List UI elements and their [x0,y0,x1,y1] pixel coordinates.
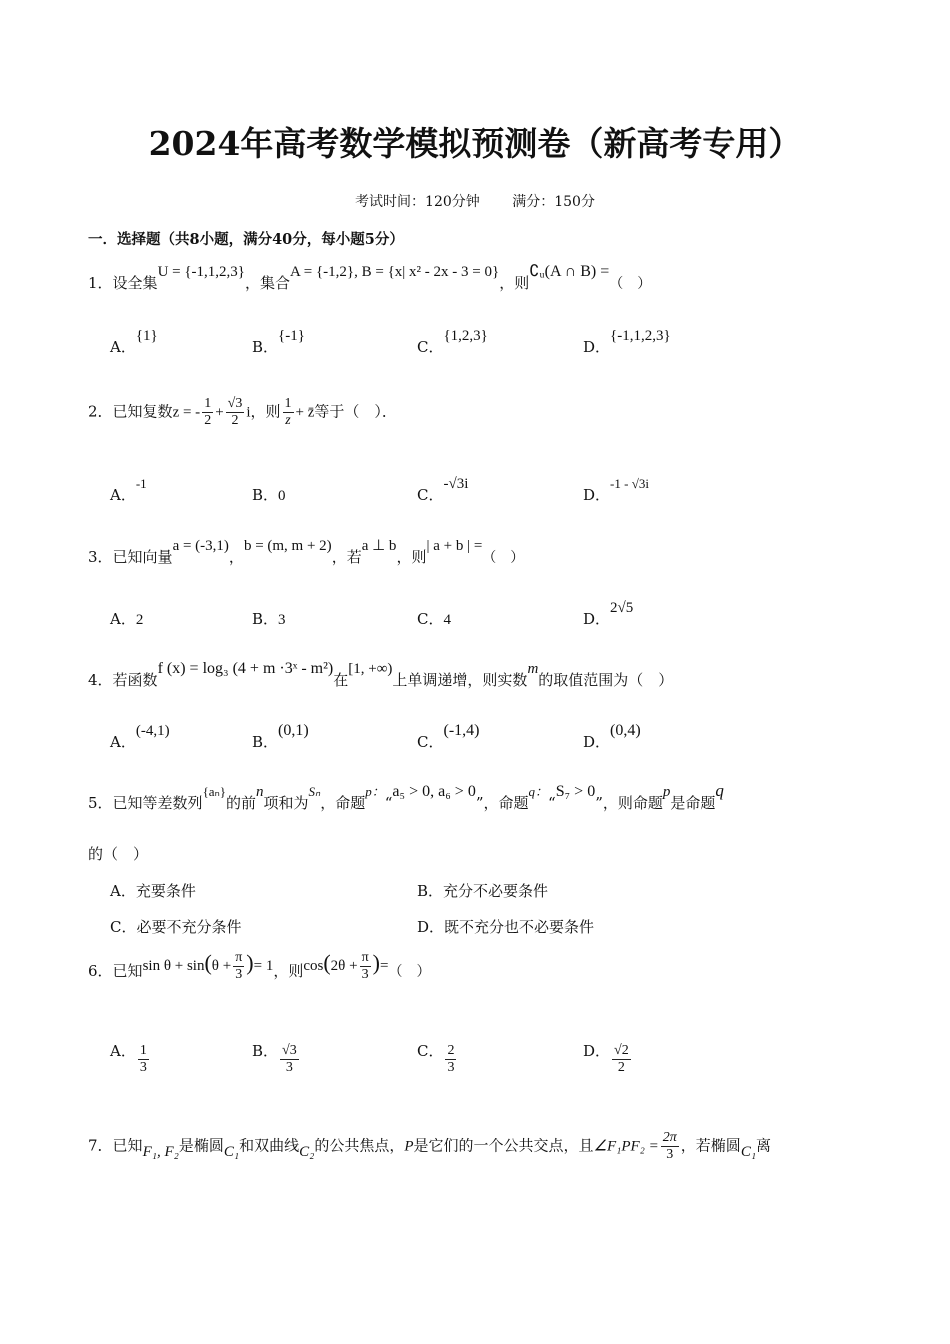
q3-math-1: a = (-3,1) [172,538,229,554]
exam-score: 满分：150分 [512,194,595,210]
question-1 [88,263,652,293]
q5-math-7: S₇ > 0 [555,783,596,800]
q1-math-2: A = {-1,2} [290,264,355,280]
q3-math-4: | a + b | = [426,538,483,554]
q5-math-5: a₅ > 0, a₆ > 0 [392,783,476,800]
q4-option-c: C．(-1,4) [417,722,480,751]
q5-math-1: {aₙ} [202,784,226,799]
q1-math-1: U = {-1,1,2,3} [157,264,245,280]
question-2: 2．已知复数z = - $\frac{1}{2}$ + $\frac{√3}{2}$ i，则 $\frac{1}{z}$ + z̄等于（ ）． [88,396,397,429]
q7-number: 7． [88,1136,113,1155]
q5-option-d: D．既不充分也不必要条件 [417,918,595,936]
q1-option-a: A．{1} [110,328,158,356]
q1-text-1: 设全集 [112,274,158,292]
q2-number: 2． [88,402,113,421]
q5-option-a: A．充要条件 [110,882,196,900]
q3-option-d: D．2√5 [583,600,634,628]
q3-math-2: b = (m, m + 2) [243,538,332,554]
q1-option-d: D．{-1,1,2,3} [583,328,671,356]
q5-number: 5． [88,794,113,812]
q1-option-c: C．{1,2,3} [417,328,488,356]
q2-text-2: ，则 [250,402,281,421]
exam-time: 考试时间：120分钟 [355,194,480,210]
q1-math-4: ∁ᵤ(A ∩ B) = [529,263,610,280]
q2-option-b: B．0 [252,486,286,504]
q6-number: 6． [88,962,113,981]
q5-option-c: C．必要不充分条件 [110,918,242,936]
exam-meta [0,191,950,211]
q2-option-c: C．-√3i [417,476,469,504]
q1-math-3: , B = {x| x² - 2x - 3 = 0} [354,264,500,280]
question-4: 4．若函数f (x) = log₃ (4 + m ·3ˣ - m²)在[1, +∞)上单调递增，则实数m的取值范围为（ ） [88,660,674,689]
q1-option-b: B．{-1} [252,328,305,356]
q5-option-b: B．充分不必要条件 [417,882,549,900]
q4-math-1: f (x) = log₃ (4 + m ·3ˣ - m²) [157,660,334,677]
q7-fraction: $\frac{2\pi}{3}$ [662,1130,677,1163]
q3-option-b: B．3 [252,610,286,628]
q1-text-4: （ ） [609,276,652,292]
q4-option-a: A．(-4,1) [110,723,170,751]
q4-math-3: m [527,661,539,677]
q6-math-2: cos(2θ + $\frac{\pi}{3}$ )= [303,950,389,983]
q4-option-d: D．(0,4) [583,722,641,751]
question-7: 7．已知F₁, F₂是椭圆C₁和双曲线C₂的公共焦点，P是它们的一个公共交点，且∠F₁PF₂ = $\frac{2\pi}{3}$ ，若椭圆C₁离 [88,1130,772,1163]
q6-option-c: C． $\frac{2}{3}$ [417,1042,455,1076]
q6-math-1: sin θ + sin(θ + $\frac{\pi}{3}$ )= 1 [142,950,274,983]
q6-option-d: D． $\frac{√2}{2}$ [583,1042,629,1076]
question-6: 6．已知sin θ + sin(θ + $\frac{\pi}{3}$ )= 1，则cos(2θ + $\frac{\pi}{3}$ )=（ ） [88,950,431,983]
q1-text-2: ，集合 [245,274,291,292]
question-5: 5．已知等差数列{aₙ}的前n项和为Sₙ，命题p：“a₅ > 0, a₆ > 0”，命题q：“S₇ > 0”，则命题p是命题q [88,781,724,812]
q3-math-3: a ⊥ b [361,538,397,554]
exam-title: 2024年高考数学模拟预测卷（新高考专用） [148,124,802,163]
q2-fraction-3: $\frac{1}{z}$ [284,396,292,429]
q1-number: 1． [88,274,113,292]
q4-math-2: [1, +∞) [348,661,393,677]
q4-option-b: B．(0,1) [252,722,309,751]
q4-text-1: 若函数 [112,671,158,689]
q5-continuation: 的（ ） [88,845,149,863]
q4-number: 4． [88,671,113,689]
q3-text-1: 已知向量 [112,548,173,566]
q6-option-b: B． $\frac{√3}{3}$ [252,1042,297,1076]
q2-option-a: A．-1 [110,476,147,504]
q3-number: 3． [88,548,113,566]
section-heading: 一．选择题（共8小题，满分40分，每小题5分） [88,231,404,248]
question-3: 3．已知向量a = (-3,1)，b = (m, m + 2)，若a ⊥ b，则| a + b | =（ ） [88,538,525,566]
q2-text-1: 已知复数 [112,402,173,421]
q6-option-a: A． $\frac{1}{3}$ [110,1042,147,1076]
q2-option-d: D．-1 - √3i [583,476,649,504]
q2-fraction-2: $\frac{√3}{2}$ [227,396,243,429]
q3-option-c: C．4 [417,610,451,628]
q2-fraction-1: $\frac{1}{2}$ [204,396,212,429]
q2-text-3: 等于（ ）． [314,402,397,421]
q1-text-3: ，则 [499,274,530,292]
q3-option-a: A．2 [110,610,144,628]
